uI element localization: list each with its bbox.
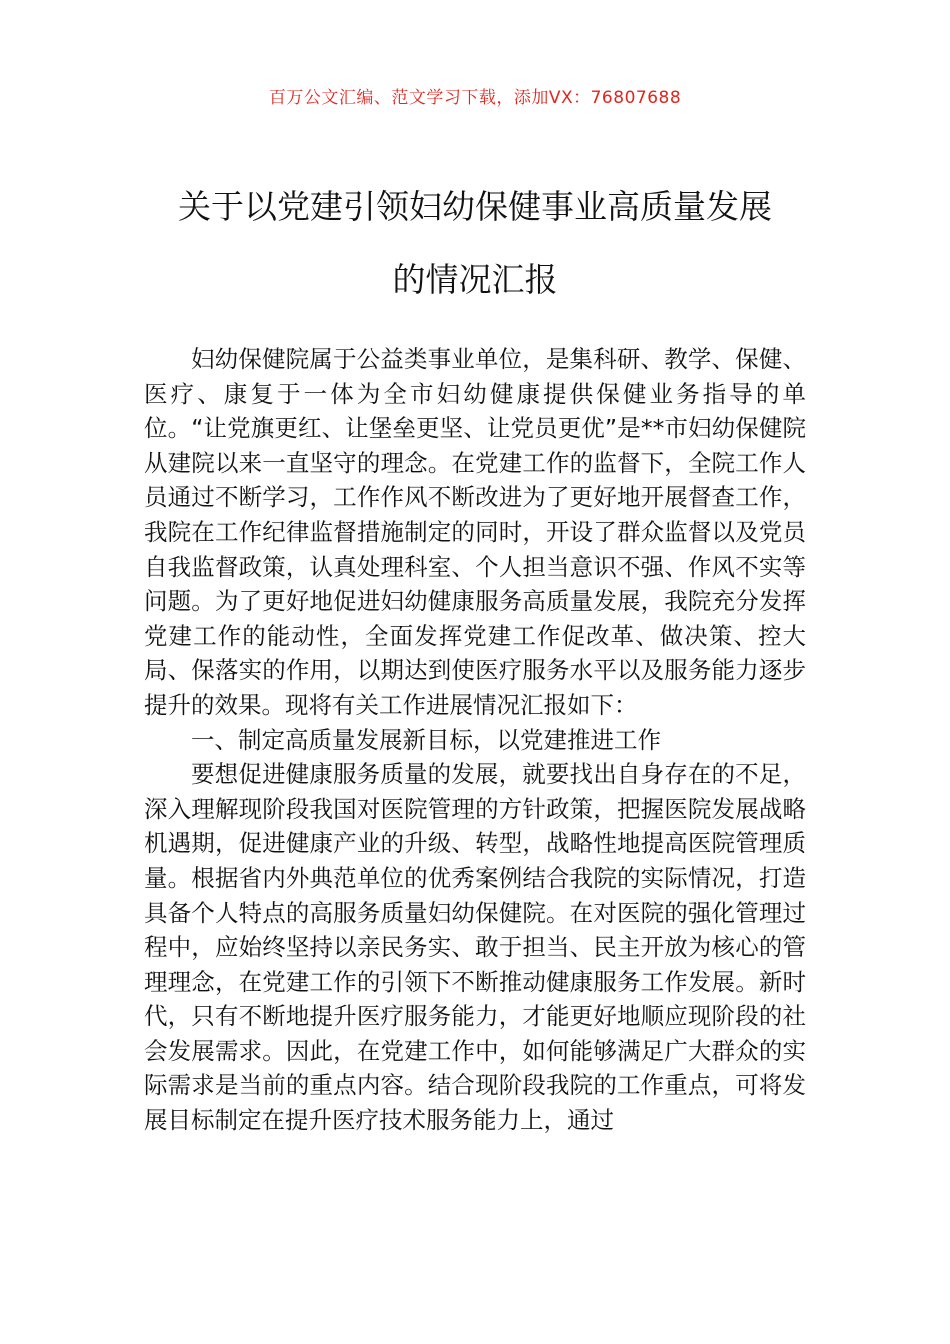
title-line-2: 的情况汇报: [392, 260, 558, 299]
download-watermark: 百万公文汇编、范文学习下载，添加VX：76807688: [268, 88, 682, 108]
title-line-1: 关于以党建引领妇幼保健事业高质量发展: [178, 187, 772, 226]
document-body: [144, 342, 806, 1138]
section-1-paragraph: 要想促进健康服务质量的发展，就要找出自身存在的不足，深入理解现阶段我国对医院管理的方针政策，把握医院发展战略机遇期，促进健康产业的升级、转型，战略性地提高医院管理质量。根据省内外典范单位的优秀案例结合我院的实际情况，打造具备个人特点的高服务质量妇幼保健院。在对医院的强化管理过程中，应始终坚持以亲民务实、敢于担当、民主开放为核心的管理理念，在党建工作的引领下不断推动健康服务工作发展。新时代，只有不断地提升医疗服务能力，才能更好地顺应现阶段的社会发展需求。因此，在党建工作中，如何能够满足广大群众的实际需求是当前的重点内容。结合现阶段我院的工作重点，可将发展目标制定在提升医疗技术服务能力上，通过: [144, 760, 806, 1135]
document-title: [120, 170, 830, 316]
intro-paragraph: 妇幼保健院属于公益类事业单位，是集科研、教学、保健、医疗、康复于一体为全市妇幼健康提供保健业务指导的单位。“让党旗更红、让堡垒更坚、让党员更优”是**市妇幼保健院从建院以来一直坚守的理念。在党建工作的监督下，全院工作人员通过不断学习，工作作风不断改进为了更好地开展督查工作，我院在工作纪律监督措施制定的同时，开设了群众监督以及党员自我监督政策，认真处理科室、个人担当意识不强、作风不实等问题。为了更好地促进妇幼健康服务高质量发展，我院充分发挥党建工作的能动性，全面发挥党建工作促改革、做决策、控大局、保落实的作用，以期达到使医疗服务水平以及服务能力逐步提升的效果。现将有关工作进展情况汇报如下：: [144, 345, 806, 719]
section-heading-1: 一、制定高质量发展新目标，以党建推进工作: [191, 725, 661, 754]
